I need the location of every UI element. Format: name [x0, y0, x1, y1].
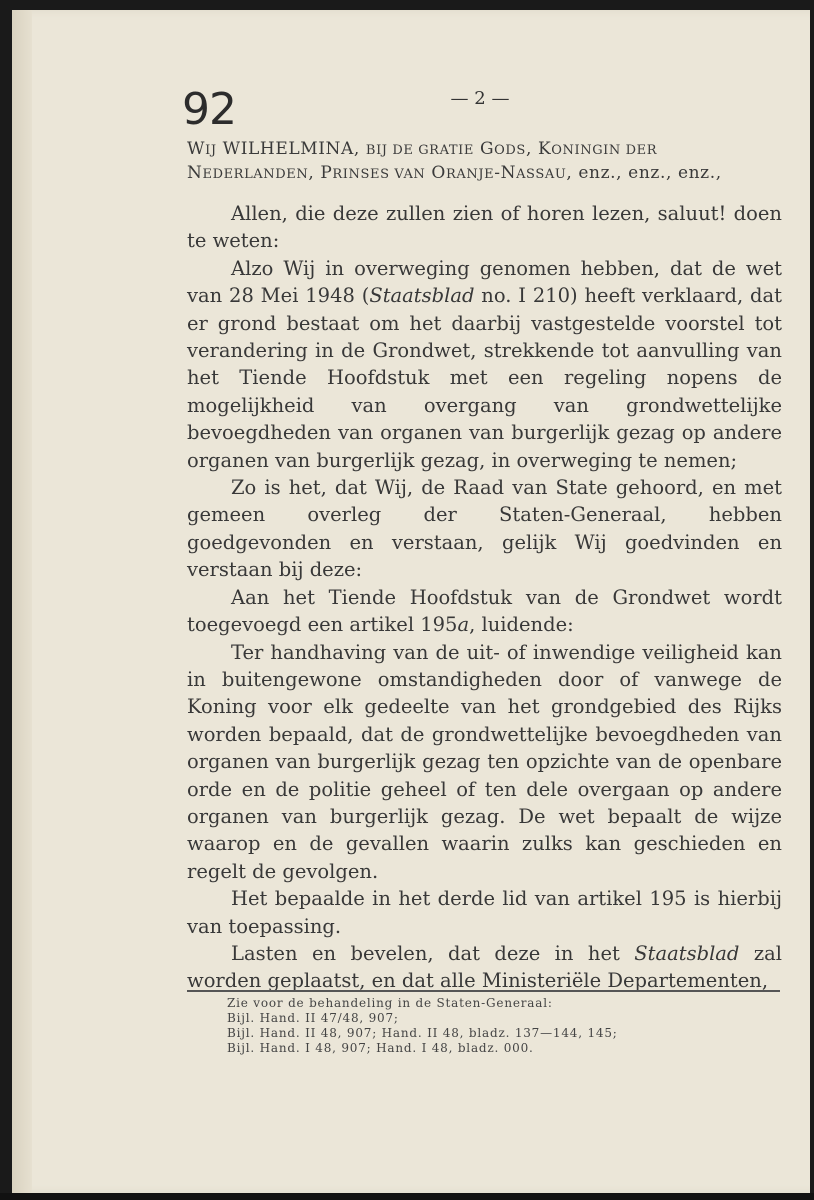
footnote-line: Zie voor de behandeling in de Staten-Generaal: [227, 996, 553, 1010]
paragraph-enactment: Zo is het, dat Wij, de Raad van State gehoord, en met gemeen overleg der Staten-Generaal, hebben goedgevonden en verstaan, gelijk Wij goedvinden en verstaan bij deze: [187, 476, 782, 582]
paragraph-consideration: Alzo Wij in overweging genomen hebben, dat de wet van 28 Mei 1948 (Staatsblad no. I 210) heeft verklaard, dat er grond bestaat om het daarbij vastgestelde voorstel tot verandering in de Grondwet, strekkende tot aanvulling van het Tiende Hoofdstuk met een regeling nopens de mogelijkheid van overgang van grondwettelijke bevoegdheden van organen van burgerlijk gezag op andere organen van burgerlijk gezag, in overweging te nemen; [187, 256, 782, 472]
paragraph-article-text: Ter handhaving van de uit- of inwendige veiligheid kan in buitengewone omstandigheden door of vanwege de Koning voor elk gedeelte van het grondgebied des Rijks worden bepaald, dat de grondwettelijke bevoegdheden van organen van burgerlijk gezag ten opzichte van de openbare orde en de politie geheel of ten dele overgaan op andere organen van burgerlijk gezag. De wet bepaalt de wijze waarop en de gevallen waarin zulks kan geschieden en regelt de gevolgen. [187, 640, 782, 883]
page-edge [12, 10, 32, 1193]
body-text [187, 200, 782, 995]
paragraph-salutation: Allen, die deze zullen zien of horen lezen, saluut! doen te weten: [187, 202, 782, 253]
heading-line-1: WIJ WILHELMINA, BIJ DE GRATIE GODS, KONINGIN DER [187, 139, 658, 159]
footnote-line: Bijl. Hand. II 48, 907; Hand. II 48, bladz. 137—144, 145; [227, 1026, 618, 1040]
paragraph-applicability: Het bepaalde in het derde lid van artikel 195 is hierbij van toepassing. [187, 887, 782, 938]
footnotes [227, 996, 787, 1056]
page-number: — 2 — [450, 88, 510, 109]
footnote-line: Bijl. Hand. I 48, 907; Hand. I 48, bladz. 000. [227, 1041, 534, 1055]
heading-line-2: NEDERLANDEN, PRINSES VAN ORANJE-NASSAU, enz., enz., enz., [187, 163, 722, 183]
scan-border [0, 1193, 814, 1200]
footnote-line: Bijl. Hand. II 47/48, 907; [227, 1011, 399, 1025]
handwritten-number: 92 [182, 84, 236, 135]
paragraph-addition: Aan het Tiende Hoofdstuk van de Grondwet wordt toegevoegd een artikel 195a, luidende: [187, 585, 782, 637]
paragraph-order: Lasten en bevelen, dat deze in het Staatsblad zal worden geplaatst, en dat alle Ministeriële Departementen, [187, 941, 782, 993]
footnote-rule [187, 990, 780, 992]
